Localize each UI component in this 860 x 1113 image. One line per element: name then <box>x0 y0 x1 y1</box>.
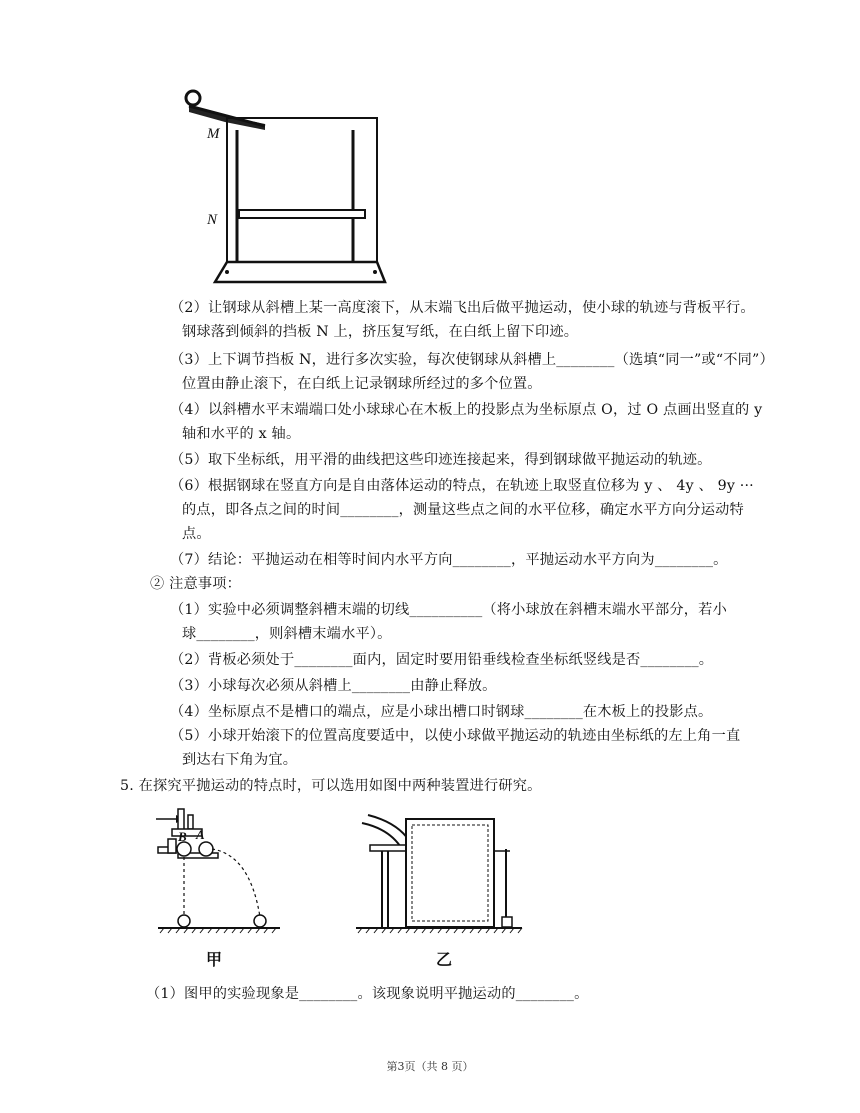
apparatus-yi <box>356 815 522 969</box>
text-line: 球________，则斜槽末端水平）。 <box>182 626 392 642</box>
text-line: （5）取下坐标纸，用平滑的曲线把这些印迹连接起来，得到钢球做平抛运动的轨迹。 <box>170 452 712 468</box>
text-line: （2）让钢球从斜槽上某一高度滚下，从末端飞出后做平抛运动，使小球的轨迹与背板平行。 <box>170 300 755 316</box>
text-line: （1）实验中必须调整斜槽末端的切线__________（将小球放在斜槽末端水平部分，若小 <box>170 602 727 618</box>
label-m: M <box>207 126 220 142</box>
page-footer: 第3页（共 8 页） <box>386 1060 474 1073</box>
text-line: （6）根据钢球在竖直方向是自由落体运动的特点，在轨迹上取竖直位移为 y 、 4y 、 9y ··· <box>170 478 754 494</box>
text-line: （7）结论：平抛运动在相等时间内水平方向________，平抛运动水平方向为________。 <box>170 552 728 568</box>
text-line: （4）以斜槽水平末端端口处小球球心在木板上的投影点为坐标原点 O，过 O 点画出竖直的 y <box>170 402 763 418</box>
caption-yi: 乙 <box>436 950 453 969</box>
label-n: N <box>207 212 218 228</box>
question-5-stem: 5. 在探究平抛运动的特点时，可以选用如图中两种装置进行研究。 <box>120 778 542 794</box>
text-line: 点。 <box>182 526 211 542</box>
label-b: B <box>178 829 187 844</box>
apparatus-jia <box>156 809 280 969</box>
apparatus-figure-2 <box>150 805 530 975</box>
text-line: （4）坐标原点不是槽口的端点，应是小球出槽口时钢球________在木板上的投影点。 <box>170 704 713 720</box>
text-line: （2）背板必须处于________面内，固定时要用铅垂线检查坐标纸竖线是否________。 <box>170 652 714 668</box>
base-plate <box>215 262 385 282</box>
text-line: 到达右下角为宜。 <box>182 752 298 768</box>
text-line: （3）小球每次必须从斜槽上________由静止释放。 <box>170 678 497 694</box>
baffle-n <box>239 210 365 218</box>
text-line: 的点，即各点之间的时间________，测量这些点之间的水平位移，确定水平方向分运动特 <box>182 502 744 518</box>
text-line: 钢球落到倾斜的挡板 N 上，挤压复写纸，在白纸上留下印迹。 <box>182 324 579 340</box>
text-line: （5）小球开始滚下的位置高度要适中，以使小球做平抛运动的轨迹由坐标纸的左上角一直 <box>170 728 741 744</box>
label-a: A <box>196 827 205 842</box>
text-line: ② 注意事项： <box>150 576 242 592</box>
text-line: 轴和水平的 x 轴。 <box>182 426 301 442</box>
text-line: （3）上下调节挡板 N，进行多次实验，每次使钢球从斜槽上________（选填“同一”或“不同”） <box>170 352 774 368</box>
text-line: （1）图甲的实验现象是________。该现象说明平抛运动的________。 <box>146 986 589 1002</box>
caption-jia: 甲 <box>206 950 223 969</box>
apparatus-figure-1 <box>175 82 390 287</box>
text-line: 位置由静止滚下，在白纸上记录钢球所经过的多个位置。 <box>182 376 542 392</box>
steel-ball <box>186 91 200 105</box>
